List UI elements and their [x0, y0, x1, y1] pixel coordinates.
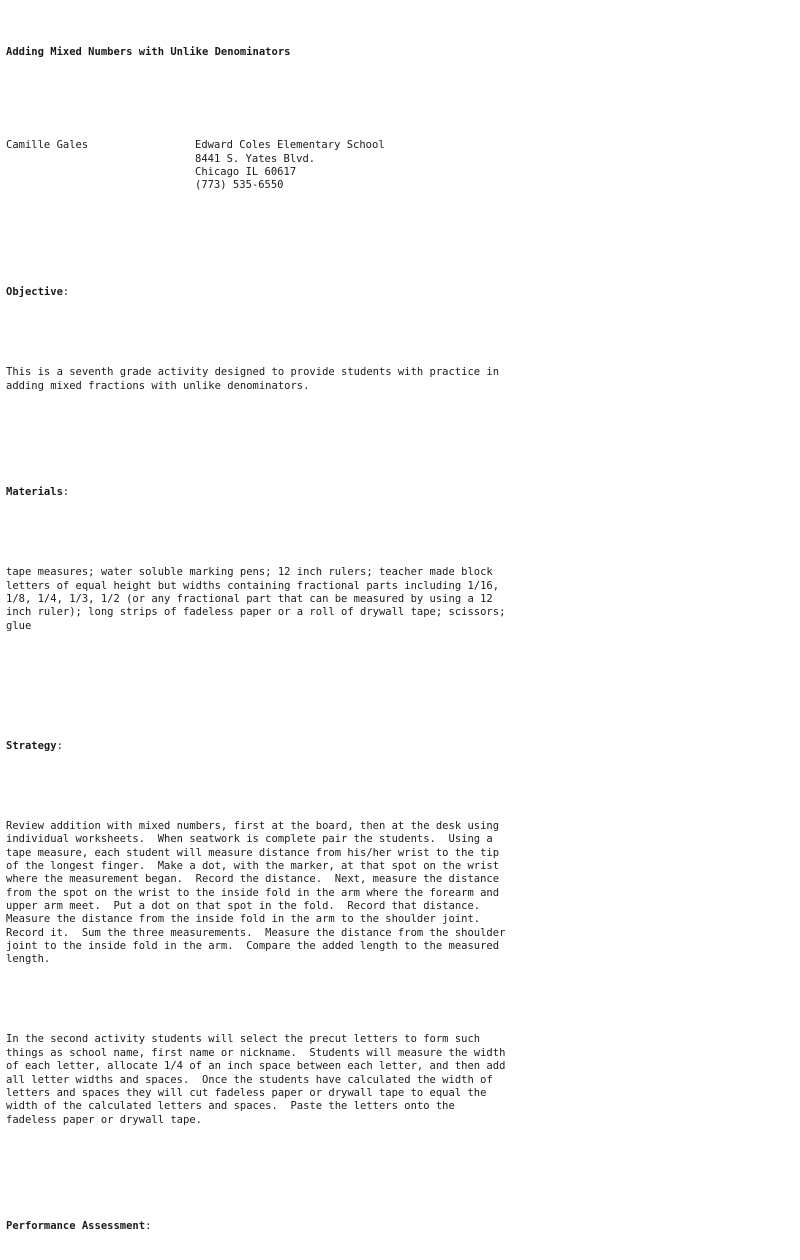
spacer: [6, 326, 786, 339]
text-line: This is a seventh grade activity designed to provide students with practice in: [6, 366, 500, 379]
strategy-paragraph-1: [6, 820, 786, 967]
text-line: joint to the inside fold in the arm. Compare the added length to the measured: [6, 940, 500, 953]
text-line: Measure the distance from the inside fold in the arm to the shoulder joint.: [6, 913, 481, 926]
school-street: 8441 S. Yates Blvd.: [195, 152, 316, 165]
spacer: [6, 660, 786, 687]
text-line: Record it. Sum the three measurements. Measure the distance from the shoulder: [6, 926, 506, 939]
text-line: of the longest finger. Make a dot, with the marker, at that spot on the wrist: [6, 860, 500, 872]
spacer: [6, 1154, 786, 1167]
objective-text: [6, 366, 786, 393]
text-line: letters of equal height but widths containing fractional parts including 1/16,: [6, 579, 500, 592]
text-line: In the second activity students will select the precut letters to form such: [6, 1033, 481, 1046]
strategy-heading: Strategy: [6, 739, 57, 752]
text-line: glue: [6, 619, 32, 632]
performance-heading: Performance Assessment: [6, 1220, 146, 1233]
author-header: [6, 139, 786, 192]
school-phone: (773) 535-6550: [195, 179, 284, 192]
lesson-plan-document: [6, 6, 786, 1260]
spacer: [6, 420, 786, 433]
text-line: individual worksheets. When seatwork is complete pair the students. Using a: [6, 833, 493, 846]
author-name: Camille Gales: [6, 139, 89, 152]
text-line: fadeless paper or drywall tape.: [6, 1113, 202, 1126]
text-line: Review addition with mixed numbers, first at the board, then at the desk using: [6, 819, 500, 832]
text-line: width of the calculated letters and spaces. Paste the letters onto the: [6, 1100, 455, 1113]
spacer: [6, 86, 786, 99]
text-line: inch ruler); long strips of fadeless paper or a roll of drywall tape; scissors;: [6, 606, 506, 619]
performance-heading-line: Performance Assessment:: [6, 1220, 152, 1233]
objective-heading: Objective: [6, 286, 63, 299]
strategy-heading-line: Strategy:: [6, 739, 63, 752]
school-address: [195, 139, 385, 192]
text-line: of each letter, allocate 1/4 of an inch space between each letter, and then add: [6, 1060, 506, 1073]
spacer: [6, 780, 786, 793]
school-city: Chicago IL 60617: [195, 166, 297, 179]
text-line: tape measure, each student will measure distance from his/her wrist to the tip: [6, 846, 500, 859]
text-line: where the measurement began. Record the distance. Next, measure the distance: [6, 873, 500, 886]
text-line: upper arm meet. Put a dot on that spot in the fold. Record that distance.: [6, 900, 481, 913]
text-line: from the spot on the wrist to the inside fold in the arm where the forearm and: [6, 886, 500, 899]
text-line: adding mixed fractions with unlike denominators.: [6, 379, 310, 392]
spacer: [6, 993, 786, 1006]
objective-heading-line: Objective:: [6, 286, 70, 299]
text-line: things as school name, first name or nickname. Students will measure the width: [6, 1046, 506, 1059]
text-line: letters and spaces they will cut fadeless paper or drywall tape to equal the: [6, 1086, 487, 1099]
spacer: [6, 526, 786, 539]
school-name: Edward Coles Elementary School: [195, 139, 385, 152]
materials-heading: Materials: [6, 486, 63, 499]
materials-heading-line: Materials:: [6, 486, 70, 499]
spacer: [6, 220, 786, 233]
text-line: length.: [6, 953, 51, 966]
text-line: all letter widths and spaces. Once the students have calculated the width of: [6, 1073, 493, 1086]
strategy-paragraph-2: [6, 1033, 786, 1126]
document-title: Adding Mixed Numbers with Unlike Denominators: [6, 46, 291, 59]
text-line: 1/8, 1/4, 1/3, 1/2 (or any fractional part that can be measured by using a 12: [6, 593, 493, 606]
materials-text: [6, 566, 786, 633]
text-line: tape measures; water soluble marking pens; 12 inch rulers; teacher made block: [6, 566, 493, 579]
